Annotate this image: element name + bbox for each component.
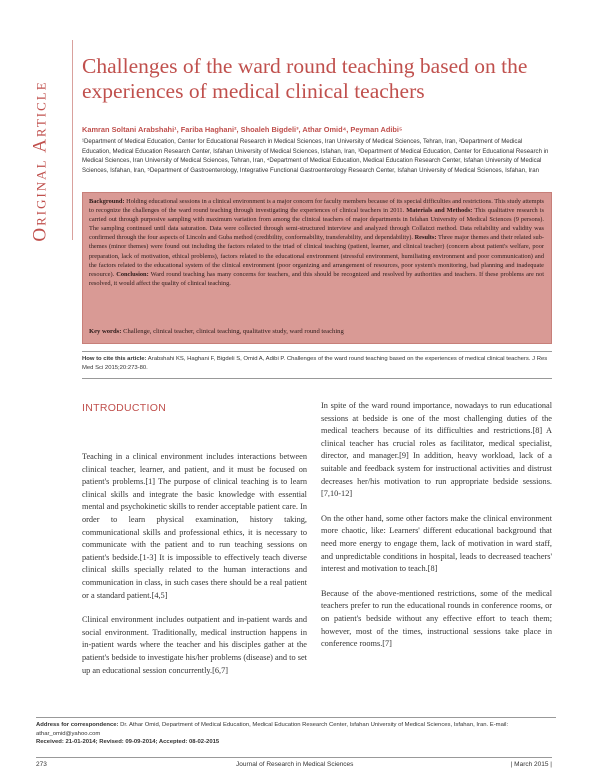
article-title: Challenges of the ward round teaching based on the experiences of medical clinical teachers [82,54,528,103]
keywords-row [89,328,344,335]
paragraph: In spite of the ward round importance, nowadays to run educational sessions at bedside is one of the most challenging duties of the medical teachers because of its difficulties and restrictions.[8] A clinical teacher has crucial roles as facilitator, medical specialist, director, and manager.[9] In addition, heavy workload, lack of a suitable and feedback system for instructional activities and distrust decreases her/his motivation to run appropriate bedside sessions.[7,10-12] [321,401,552,499]
footer-divider [36,757,552,758]
correspondence-text: Dr. Athar Omid, Department of Medical Education, Medical Education Research Center, Isfahan University of Medical Sciences, Isfahan, Iran. E-mail: athar_omid@yahoo.com [36,722,509,737]
conclusion-label: Conclusion: [116,270,149,278]
conclusion-text: Ward round teaching has many concerns for teachers, and this should be recognized and resolved by authorities and teachers. If these problems are not resolved, it would affect the quality of clinical teaching. [89,270,544,287]
results-label: Results: [414,234,437,242]
side-divider [72,40,73,240]
section-heading-introduction: INTRODUCTION [82,402,167,414]
article-dates: Received: 21-01-2014; Revised: 09-09-2014; Accepted: 08-02-2015 [36,739,220,746]
results-text: Three major themes and their related sub-themes (minor themes) were found out including the factors related to the triad of clinical teaching (patient, learner, and clinical teacher) (concern about patient's welfare, poor preparation, lack of motivation, ethical problems), factors related to the educational environment (stressful environment, humiliating environment and poor communication) and the factors related to the educational system of the clinical environment (poor organizing and arrangement of resources, poor system's monitoring, bad planning and inadequate resource). [89,234,544,278]
keywords-text: Challenge, clinical teacher, clinical teaching, qualitative study, ward round teaching [123,328,344,335]
right-column [321,400,552,663]
citation-box [82,351,552,379]
paragraph: On the other hand, some other factors make the clinical environment more chaotic, like: Learners' different educational background that need more energy to engage them, lack of motivation in ward staff, and unpredictable conditions in hospital, leads to decreased teachers' interest and motivation to teach.[8] [321,513,552,574]
citation-label: How to cite this article: [82,356,147,362]
correspondence-label: Address for correspondence: [36,722,119,728]
background-text: Holding educational sessions in a clinical environment is a major concern for faculty members because of its special difficulties and restrictions. This study attempts to recognize the challenges of the ward round teaching through investigating the experiences of clinical teachers in 2011. [89,198,545,215]
citation-text: Arabshahi KS, Haghani F, Bigdeli S, Omid A, Adibi P. Challenges of the ward round teaching based on the experiences of medical clinical teachers. J Res Med Sci 2015;20:273-80. [82,356,548,371]
left-column [82,451,307,689]
issue-date: | March 2015 | [510,761,552,768]
paragraph: Clinical environment includes outpatient and in-patient wards and social environment. Traditionally, medical instruction happens in in-patient wards where the teacher and his disciples gather at the patient's bedside to investigate his/her problems (disease) and to set up an educational session concurrently.[6,7] [82,615,307,675]
correspondence-footnote [36,717,556,747]
journal-name: Journal of Research in Medical Sciences [236,761,354,768]
author-list: Kamran Soltani Arabshahi¹, Fariba Haghani², Shoaleh Bigdeli³, Athar Omid⁴, Peyman Adibi⁵ [82,125,403,134]
methods-label: Materials and Methods: [406,207,473,215]
affiliations: ¹Department of Medical Education, Center for Educational Research in Medical Sciences, Iran University of Medical Sciences, Tehran, Iran, ²Department of Medical Education, Medical Education Research Center, Isfahan University of Medical Sciences, Isfahan, Iran, ³Department of Medical Education, Center for Educational Research in Medical Sciences, Iran University of Medical Sciences, Tehran, Iran, ⁴Department of Medical Education, Medical Education Research Center, Isfahan University of Medical Sciences, Isfahan, Iran, ⁵Department of Gastroenterology, Integrative Functional Gastroenterology Research Center, Isfahan University of Medical Sciences, Isfahan, Iran [82,138,549,174]
paragraph: Teaching in a clinical environment includes interactions between clinical teacher, learner, and patient, and it must be focused on patient's problems.[1] The purpose of clinical teaching is to learn clinical skills and integrate the basic knowledge with essential mental and psychokinetic skills to render acceptable patient care. In order to learn physical examination, history taking, communicational skills and professional ethics, it is necessary to communicate with the patient and to run teaching sessions on patient's bedside.[1-3] It is impossible to effectively teach diverse clinical skills specially related to the human interactions and communication in class, in such cases there should be a real patient or a standard patient.[4,5] [82,452,307,600]
keywords-label: Key words: [89,328,122,335]
methods-text: This qualitative research is carried out through purposive sampling with maximum variation from among the clinical teachers of major departments in Isfahan University of Medical Sciences (9 persons). The sampling continued until data saturation. Data were collected through semi-structured interview and analyzed through Collaizzi method. Data reliability and validity was confirmed through the four aspects of Lincoln and Guba method (credibility, conformability, transferability, and dependability). [89,207,544,242]
background-label: Background: [89,198,125,205]
abstract-text [89,197,544,288]
abstract-box [82,192,552,344]
paragraph: Because of the above-mentioned restrictions, some of the medical teachers prefer to run the educational rounds in conference rooms, or on patient's bedside without any effective effort to teach them; however, most of the times, instructional sessions take place in conference rooms.[7] [321,588,552,649]
page-number: 273 [36,761,47,768]
